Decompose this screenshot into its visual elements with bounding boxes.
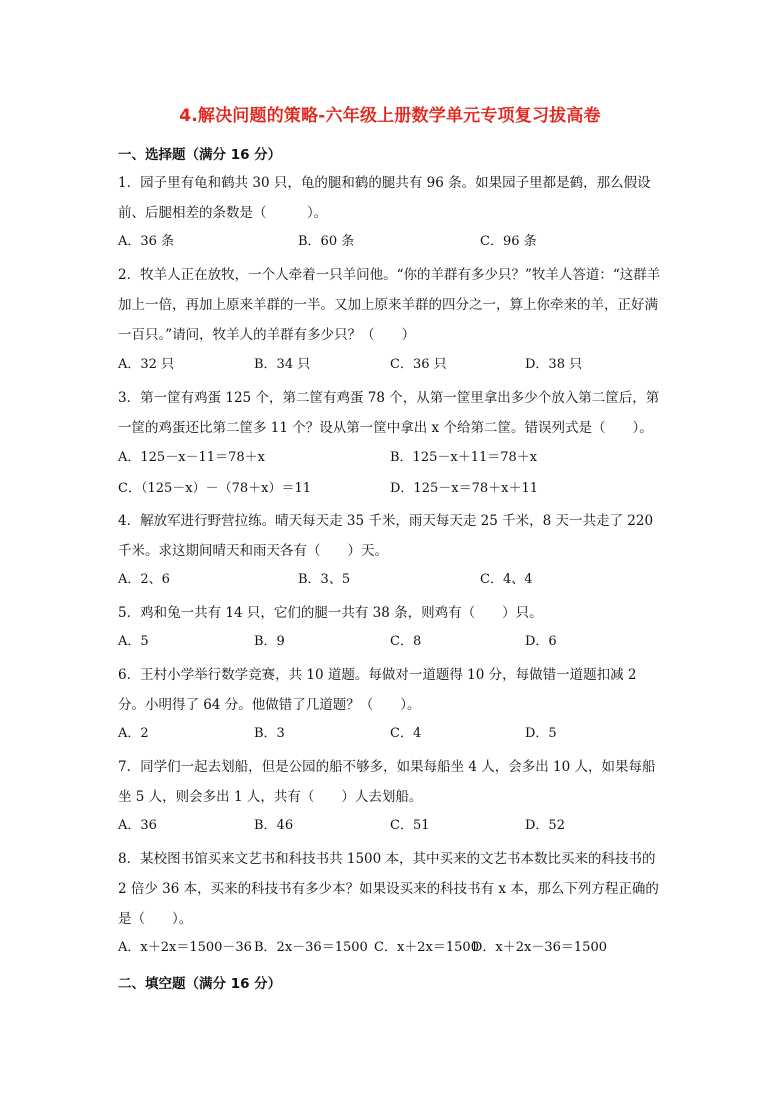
- section-heading-choice: 一、选择题（满分 16 分）: [118, 147, 282, 163]
- question-6: 6．王村小学举行数学竞赛，共 10 道题。每做对一道题得 10 分，每做错一道题扣减 2 分。小明得了 64 分。他做错了几道题？（ ）。: [118, 667, 637, 713]
- option-c[interactable]: C．36 只: [390, 357, 447, 372]
- option-b[interactable]: B．46: [254, 818, 294, 833]
- question-1: 1．园子里有龟和鹤共 30 只，龟的腿和鹤的腿共有 96 条。如果园子里都是鹤，那么假设前、后腿相差的条数是（ ）。: [118, 175, 651, 221]
- option-c[interactable]: C．51: [390, 818, 430, 833]
- options-6: [118, 722, 678, 746]
- option-a[interactable]: A．2、6: [118, 572, 170, 587]
- options-1: [118, 230, 678, 254]
- option-a[interactable]: A．125－x－11＝78＋x: [118, 450, 265, 465]
- question-7: 7．同学们一起去划船，但是公园的船不够多，如果每船坐 4 人，会多出 10 人，如果每船坐 5 人，则会多出 1 人，共有（ ）人去划船。: [118, 759, 656, 805]
- option-c[interactable]: C．x＋2x＝1500: [374, 940, 479, 955]
- option-a[interactable]: A．x＋2x＝1500－36: [118, 940, 252, 955]
- option-a[interactable]: A．5: [118, 634, 149, 649]
- question-5: 5．鸡和兔一共有 14 只，它们的腿一共有 38 条，则鸡有（ ）只。: [118, 605, 543, 621]
- option-b[interactable]: B．60 条: [298, 234, 355, 249]
- options-8: [118, 936, 678, 960]
- options-5: [118, 630, 678, 654]
- option-c[interactable]: C．96 条: [480, 234, 537, 249]
- option-a[interactable]: A．36 条: [118, 234, 175, 249]
- options-7: [118, 814, 678, 838]
- question-8: 8．某校图书馆买来文艺书和科技书共 1500 本，其中买来的文艺书本数比买来的科技书的 2 倍少 36 本，买来的科技书有多少本？如果设买来的科技书有 x 本，那么下列方程正确的是（ ）。: [118, 851, 659, 927]
- option-c[interactable]: C．（125－x）－（78＋x）＝11: [118, 481, 312, 496]
- option-b[interactable]: B．3、5: [298, 572, 351, 587]
- option-a[interactable]: A．36: [118, 818, 157, 833]
- option-d[interactable]: D．38 只: [525, 357, 583, 372]
- option-b[interactable]: B．2x－36＝1500: [254, 940, 368, 955]
- option-d[interactable]: D．52: [525, 818, 565, 833]
- option-d[interactable]: D．125－x＝78＋x＋11: [390, 481, 538, 496]
- option-d[interactable]: D．6: [525, 634, 557, 649]
- option-d[interactable]: D．x＋2x－36＝1500: [472, 940, 607, 955]
- page-title: 4.解决问题的策略-六年级上册数学单元专项复习拔高卷: [179, 106, 601, 126]
- option-b[interactable]: B．3: [254, 726, 285, 741]
- option-c[interactable]: C．4: [390, 726, 422, 741]
- option-b[interactable]: B．34 只: [254, 357, 311, 372]
- options-3b: [118, 477, 678, 501]
- question-2: 2．牧羊人正在放牧，一个人牵着一只羊问他。“你的羊群有多少只？”牧羊人答道：“这群羊加上一倍，再加上原来羊群的一半。又加上原来羊群的四分之一，算上你牵来的羊，正好满一百只。”请问，牧羊人的羊群有多少只？（ ）: [118, 267, 661, 343]
- option-c[interactable]: C．4、4: [480, 572, 533, 587]
- options-4: [118, 568, 678, 592]
- option-c[interactable]: C．8: [390, 634, 422, 649]
- option-b[interactable]: B．125－x＋11＝78＋x: [390, 450, 538, 465]
- section-heading-fill: 二、填空题（满分 16 分）: [118, 976, 282, 992]
- option-b[interactable]: B．9: [254, 634, 285, 649]
- question-4: 4．解放军进行野营拉练。晴天每天走 35 千米，雨天每天走 25 千米，8 天一共走了 220 千米。求这期间晴天和雨天各有（ ）天。: [118, 513, 654, 559]
- option-d[interactable]: D．5: [525, 726, 557, 741]
- option-a[interactable]: A．32 只: [118, 357, 175, 372]
- options-2: [118, 353, 678, 377]
- option-a[interactable]: A．2: [118, 726, 149, 741]
- options-3a: [118, 446, 678, 470]
- question-3: 3．第一筐有鸡蛋 125 个，第二筐有鸡蛋 78 个，从第一筐里拿出多少个放入第二筐后，第一筐的鸡蛋还比第二筐多 11 个？设从第一筐中拿出 x 个给第二筐。错误列式是（ ）。: [118, 390, 660, 436]
